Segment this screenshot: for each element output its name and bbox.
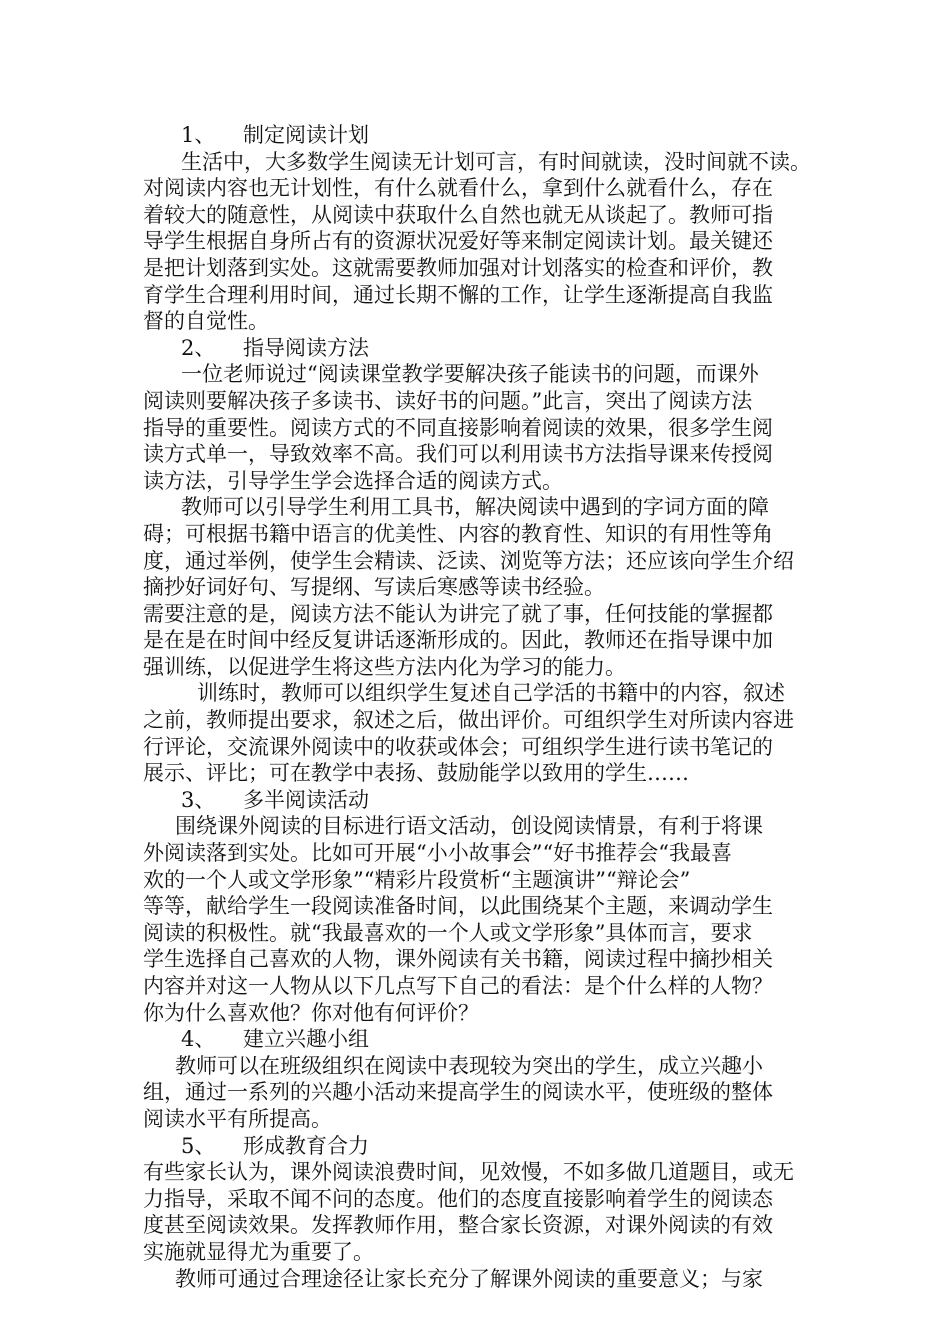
text-line: 生活中，大多数学生阅读无计划可言，有时间就读，没时间就不读。 xyxy=(181,149,811,174)
text-line: 碍；可根据书籍中语言的优美性、内容的教育性、知识的有用性等角 xyxy=(143,521,773,546)
text-line: 等等，献给学生一段阅读准备时间，以此围绕某个主题，来调动学生 xyxy=(143,894,773,919)
section-heading xyxy=(143,335,823,362)
section-title: 形成教育合力 xyxy=(243,1133,369,1158)
text-line: 需要注意的是，阅读方法不能认为讲完了就了事，任何技能的掌握都 xyxy=(143,601,773,626)
section-heading xyxy=(143,787,823,814)
text-line: 督的自觉性。 xyxy=(143,309,269,334)
paragraph xyxy=(143,361,823,494)
text-line: 一位老师说过“阅读课堂教学要解决孩子能读书的问题，而课外 xyxy=(181,362,759,387)
text-line: 组，通过一系列的兴趣小活动来提高学生的阅读水平，使班级的整体 xyxy=(143,1080,773,1105)
text-line: 有些家长认为，课外阅读浪费时间，见效慢，不如多做几道题目，或无 xyxy=(143,1160,794,1185)
section-number: 3、 xyxy=(181,787,216,812)
text-line: 阅读则要解决孩子多读书、读好书的问题。”此言，突出了阅读方法 xyxy=(143,388,753,413)
text-line: 是把计划落到实处。这就需要教师加强对计划落实的检查和评价，教 xyxy=(143,255,773,280)
text-line: 育学生合理利用时间，通过长期不懈的工作，让学生逐渐提高自我监 xyxy=(143,282,773,307)
text-line: 读方式单一，导致效率不高。我们可以利用读书方法指导课来传授阅 xyxy=(143,442,773,467)
text-line: 你为什么喜欢他？你对他有何评价？ xyxy=(143,1000,479,1025)
text-line: 训练时，教师可以组织学生复述自己学活的书籍中的内容，叙述 xyxy=(197,681,785,706)
text-line: 着较大的随意性，从阅读中获取什么自然也就无从谈起了。教师可指 xyxy=(143,202,773,227)
section-title: 制定阅读计划 xyxy=(243,123,369,147)
paragraph xyxy=(143,494,823,600)
text-line: 行评论，交流课外阅读中的收获或体会；可组织学生进行读书笔记的 xyxy=(143,734,773,759)
text-line: 是在是在时间中经反复讲话逐渐形成的。因此，教师还在指导课中加 xyxy=(143,628,773,653)
text-line: 内容并对这一人物从以下几点写下自己的看法：是个什么样的人物？ xyxy=(143,974,773,998)
text-line: 之前，教师提出要求，叙述之后，做出评价。可组织学生对所读内容进 xyxy=(143,708,794,733)
text-line: 摘抄好词好句、写提纲、写读后寒感等读书经验。 xyxy=(143,575,605,600)
document-body xyxy=(143,122,823,1292)
section-number: 5、 xyxy=(181,1133,216,1158)
text-line: 欢的一个人或文学形象”“精彩片段赏析“主题演讲”“辩论会” xyxy=(143,867,691,892)
text-line: 对阅读内容也无计划性，有什么就看什么，拿到什么就看什么，存在 xyxy=(143,176,773,201)
text-line: 导学生根据自身所占有的资源状况爱好等来制定阅读计划。最关键还 xyxy=(143,229,773,254)
text-line: 力指导，采取不闻不问的态度。他们的态度直接影响着学生的阅读态 xyxy=(143,1186,773,1211)
paragraph xyxy=(143,680,823,786)
paragraph xyxy=(143,1053,823,1133)
text-line: 教师可通过合理途径让家长充分了解课外阅读的重要意义；与家 xyxy=(175,1266,763,1291)
text-line: 指导的重要性。阅读方式的不同直接影响着阅读的效果，很多学生阅 xyxy=(143,415,773,440)
section-number: 4、 xyxy=(181,1027,216,1052)
paragraph xyxy=(143,1159,823,1265)
section-number: 2、 xyxy=(181,335,216,360)
section-heading xyxy=(143,1026,823,1053)
text-line: 阅读水平有所提高。 xyxy=(143,1106,332,1131)
text-line: 学生选择自己喜欢的人物，课外阅读有关书籍，阅读过程中摘抄相关 xyxy=(143,947,773,972)
paragraph xyxy=(143,601,823,681)
paragraph xyxy=(143,1266,823,1293)
text-line: 教师可以在班级组织在阅读中表现较为突出的学生，成立兴趣小 xyxy=(175,1053,763,1078)
text-line: 围绕课外阅读的目标进行语文活动，创设阅读情景，有利于将课 xyxy=(175,814,763,839)
text-line: 强训练，以促进学生将这些方法内化为学习的能力。 xyxy=(143,654,626,679)
text-line: 度甚至阅读效果。发挥教师作用，整合家长资源，对课外阅读的有效 xyxy=(143,1213,773,1238)
text-line: 阅读的积极性。就“我最喜欢的一个人或文学形象”具体而言，要求 xyxy=(143,920,753,945)
section-heading xyxy=(143,122,823,149)
section-heading xyxy=(143,1133,823,1160)
section-title: 建立兴趣小组 xyxy=(243,1027,369,1052)
text-line: 读方法，引导学生学会选择合适的阅读方式。 xyxy=(143,468,563,493)
section-number: 1、 xyxy=(181,123,216,147)
section-title: 指导阅读方法 xyxy=(243,335,369,360)
text-line: 实施就显得尤为重要了。 xyxy=(143,1239,374,1264)
section-title: 多半阅读活动 xyxy=(243,787,369,812)
text-line: 外阅读落到实处。比如可开展“小小故事会”“好书推荐会“我最喜 xyxy=(143,841,732,866)
paragraph xyxy=(143,149,823,335)
text-line: 展示、评比；可在教学中表扬、鼓励能学以致用的学生…… xyxy=(143,761,689,786)
text-line: 教师可以引导学生利用工具书，解决阅读中遇到的字词方面的障 xyxy=(181,495,769,520)
paragraph xyxy=(143,813,823,1026)
text-line: 度，通过举例，使学生会精读、泛读、浏览等方法；还应该向学生介绍 xyxy=(143,548,794,573)
